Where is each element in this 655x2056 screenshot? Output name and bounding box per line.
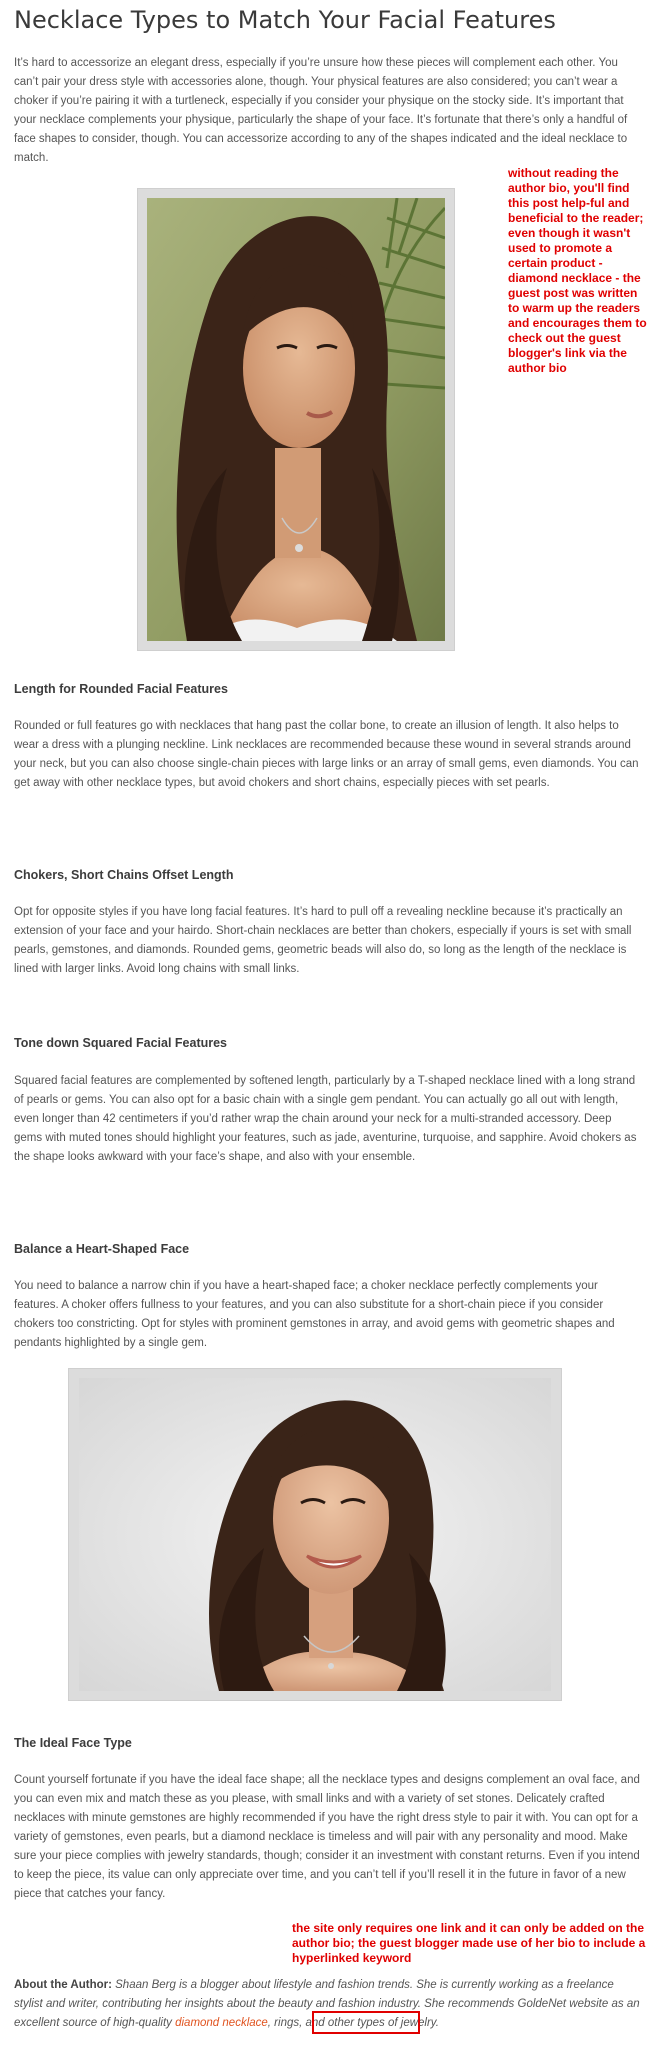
section-body-ideal: Count yourself fortunate if you have the ideal face shape; all the necklace types and designs complement an oval face, and you can even mix and match these as you please, with small links and with a variety of set stones. Delicately crafted necklaces with minute gemstones are highly recommended if you have the right dress style to pair it with. You can opt for a variety of gemstones, even pearls, but a diamond necklace is timeless and will pair with any personality and mood. Make sure your piece complies with jewelry standards, though; consider it an investment with constant returns. Even if you intend to keep the piece, its value can only appreciate over time, and you can’t tell if you’ll resell it in the future in favor of a new piece that catches your fancy.	[14, 1774, 640, 1900]
section-heading-long: Chokers, Short Chains Offset Length	[14, 868, 234, 882]
section-body-rounded: Rounded or full features go with necklaces that hang past the collar bone, to create an illusion of length. It also helps to wear a dress with a plunging neckline. Link necklaces are recommended because these wound in several strands around your neck, but you can also choose single-chain pieces with large links or an array of small gems, even diamonds. You can get away with other necklace types, but avoid chokers and short chains, especially pieces with set pearls.	[14, 720, 639, 789]
section-body-heart: You need to balance a narrow chin if you have a heart-shaped face; a choker necklace perfectly complements your features. A choker offers fullness to your features, and you can also substitute for a short-chain piece if you consider chokers too constricting. Opt for styles with prominent gemstones in array, and avoid gems with geometric shapes and pendants highlighted by a single gem.	[14, 1280, 615, 1349]
author-text-after: , rings, and other types of jewelry.	[267, 2017, 439, 2029]
photo-frame-2	[68, 1368, 562, 1701]
author-label: About the Author:	[14, 1979, 112, 1991]
woman-long-hair-photo	[147, 198, 445, 641]
section-heading-squared: Tone down Squared Facial Features	[14, 1036, 228, 1050]
author-text-before: Shaan Berg is a blogger about lifestyle and fashion trends. She is currently working as a freelance stylist and writer, contributing her insights about the beauty and fashion industry. She recommends GoldeNet website as an excellent source of high-quality	[14, 1979, 640, 2029]
section-heading-rounded: Length for Rounded Facial Features	[14, 682, 228, 696]
photo-frame-1	[137, 188, 455, 651]
article-title: Necklace Types to Match Your Facial Features	[14, 6, 556, 34]
keyword-highlight-box	[312, 2011, 420, 2034]
annotation-note-1: without reading the author bio, you'll find this post help-ful and beneficial to the reader; even though it wasn't used to promote a certain product - diamond necklace - the guest post was written to warm up the readers and encourages them to check out the guest blogger's link via the author bio	[508, 166, 647, 375]
annotation-note-2: the site only requires one link and it can only be added on the author bio; the guest blogger made use of her bio to include a hyperlinked keyword	[292, 1921, 646, 1965]
section-heading-heart: Balance a Heart-Shaped Face	[14, 1242, 190, 1256]
woman-smiling-photo	[79, 1378, 551, 1691]
diamond-necklace-link[interactable]: diamond necklace	[175, 2017, 268, 2029]
section-body-squared: Squared facial features are complemented by softened length, particularly by a T-shaped necklace lined with a long strand of pearls or gems. You can also opt for a basic chain with a single gem pendant. You can actually go all out with length, even longer than 42 centimeters if you’d rather wrap the chain around your neck for a multi-stranded accessory. Deep gems with muted tones should highlight your features, such as jade, aventurine, turquoise, and sapphire. Avoid chokers as the shape looks awkward with your face’s shape, and also with your ensemble.	[14, 1075, 637, 1163]
section-body-long: Opt for opposite styles if you have long facial features. It’s hard to pull off a revealing neckline because it’s practically an extension of your face and your hairdo. Short-chain necklaces are better than chokers, especially if yours is set with small pearls, gemstones, and diamonds. Rounded gems, geometric beads will also do, so long as the length of the necklace is lined with larger links. Avoid long chains with small links.	[14, 906, 632, 975]
intro-paragraph: It’s hard to accessorize an elegant dress, especially if you’re unsure how these pieces will complement each other. You can’t pair your dress style with accessories alone, though. Your physical features are also considered; you can’t wear a choker if you’re pairing it with a turtleneck, especially if you consider your physique on the stocky side. It’s important that your necklace complements your physique, particularly the shape of your face. It’s fortunate that there’s only a handful of face shapes to consider, though. You can accessorize according to any of the shapes indicated and the ideal necklace to match.	[14, 57, 628, 164]
section-heading-ideal: The Ideal Face Type	[14, 1736, 132, 1750]
